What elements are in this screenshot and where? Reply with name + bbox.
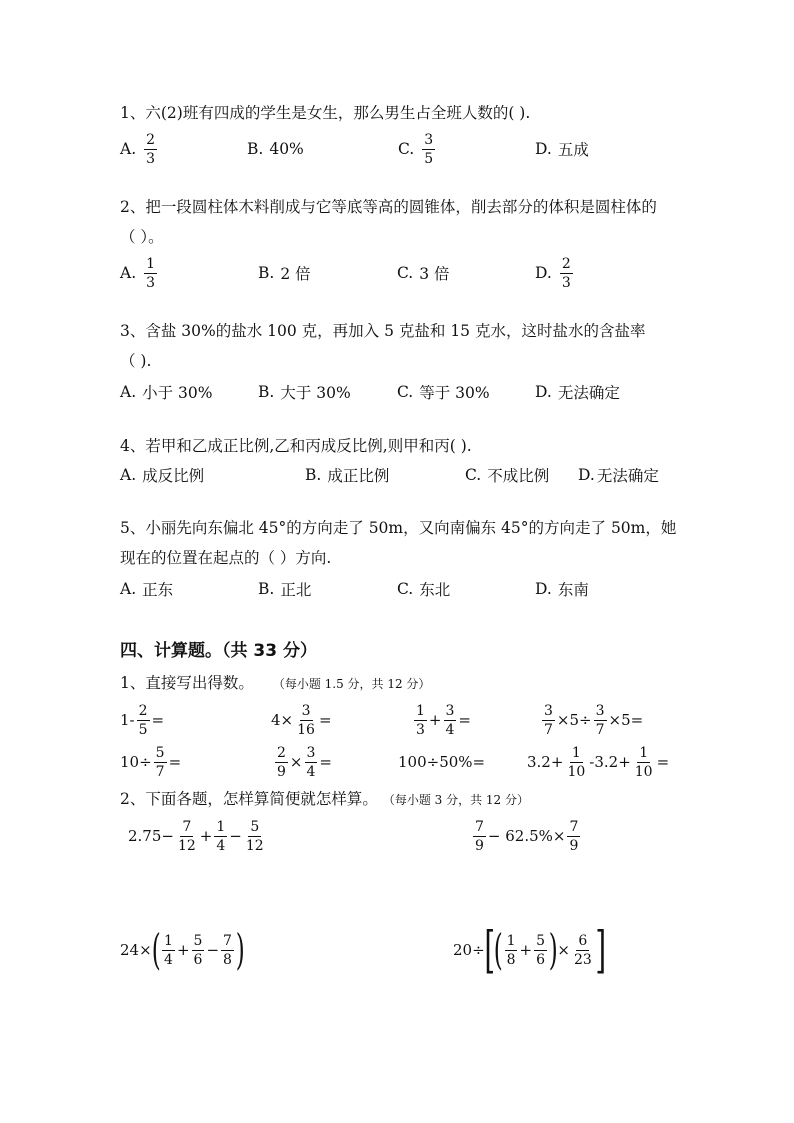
question-5-text: 5、小丽先向东偏北 45°的方向走了 50m，又向南偏东 45°的方向走了 50m，她 <box>120 519 677 537</box>
option-text: 正北 <box>280 581 312 599</box>
option-letter: A. <box>120 264 137 282</box>
denominator: 23 <box>573 951 592 968</box>
option-letter: D. <box>535 383 552 401</box>
option-text: 大于 30% <box>280 384 351 402</box>
fraction <box>572 933 594 968</box>
option-letter: C. <box>397 580 414 598</box>
denominator: 9 <box>569 837 579 854</box>
q3-option-c[interactable] <box>397 370 490 414</box>
equals-sign: = <box>318 711 332 729</box>
option-letter: D. <box>535 264 552 282</box>
denominator: 5 <box>424 150 434 167</box>
numerator: 2 <box>561 255 571 272</box>
left-paren: ( <box>151 925 161 974</box>
numerator: 1 <box>639 744 649 761</box>
q4-option-d[interactable] <box>578 453 659 497</box>
simplify-expr-1 <box>128 811 268 861</box>
q1-option-d[interactable] <box>535 127 589 171</box>
q4-option-c[interactable] <box>465 453 549 497</box>
calc-q1-text: 1、直接写出得数。 <box>120 674 254 692</box>
option-letter: D. <box>578 466 595 484</box>
plus-sign: + <box>176 941 190 959</box>
simplify-expr-4 <box>453 920 605 980</box>
q3-option-d[interactable] <box>535 370 620 414</box>
expr-text: 24× <box>120 941 152 959</box>
fraction <box>560 256 573 291</box>
fraction <box>633 745 655 780</box>
expr-text: 4× <box>271 711 294 729</box>
fraction <box>144 256 157 291</box>
expr-text: 3.2+ <box>527 753 564 771</box>
calc-q1-label <box>120 673 430 694</box>
q2-option-b[interactable] <box>258 251 311 295</box>
denominator: 3 <box>146 274 156 291</box>
denominator: 7 <box>544 721 553 738</box>
numerator: 1 <box>216 818 226 835</box>
fraction <box>176 819 198 854</box>
fraction <box>473 819 486 854</box>
expr-text: -3.2+ <box>589 753 631 771</box>
numerator: 7 <box>569 818 579 835</box>
denominator: 8 <box>223 951 232 968</box>
q3-option-b[interactable] <box>258 370 351 414</box>
denominator: 6 <box>193 951 203 968</box>
q2-option-a[interactable] <box>120 251 159 295</box>
numerator: 1 <box>146 255 156 272</box>
denominator: 10 <box>567 763 586 780</box>
q5-option-a[interactable] <box>120 567 173 611</box>
calc-expr-8 <box>527 737 669 787</box>
option-text: 成正比例 <box>327 467 390 485</box>
denominator: 4 <box>445 721 455 738</box>
option-text: 正东 <box>142 581 174 599</box>
option-letter: C. <box>398 140 415 158</box>
numerator: 2 <box>146 131 156 148</box>
left-bracket: [ <box>484 921 495 979</box>
option-letter: C. <box>397 264 414 282</box>
question-5-text-cont: 现在的位置在起点的（ ）方向. <box>120 549 332 567</box>
expr-text: 100÷50%= <box>398 753 486 771</box>
denominator: 5 <box>138 721 148 738</box>
q5-option-c[interactable] <box>397 567 450 611</box>
option-text: 等于 30% <box>419 384 490 402</box>
expr-text: 20÷ <box>453 941 485 959</box>
numerator: 7 <box>475 818 484 835</box>
left-paren: ( <box>493 925 503 974</box>
denominator: 12 <box>245 837 264 854</box>
expr-text: ×5= <box>608 711 644 729</box>
numerator: 5 <box>250 818 260 835</box>
plus-sign: + <box>428 711 442 729</box>
q2-option-c[interactable] <box>397 251 450 295</box>
numerator: 3 <box>595 702 605 719</box>
numerator: 5 <box>193 932 203 949</box>
option-letter: D. <box>535 140 552 158</box>
calc-q1-note: （每小题 1.5 分，共 12 分） <box>272 677 431 691</box>
numerator: 1 <box>506 932 516 949</box>
fraction <box>221 933 234 968</box>
numerator: 3 <box>424 131 434 148</box>
question-2-text-cont: （ ）。 <box>120 228 164 246</box>
option-text: 40% <box>269 140 304 158</box>
expr-text: − 62.5%× <box>487 827 566 845</box>
denominator: 3 <box>146 150 156 167</box>
denominator: 7 <box>595 721 605 738</box>
option-text: 成反比例 <box>142 467 205 485</box>
numerator: 3 <box>306 744 316 761</box>
option-text: 小于 30% <box>142 384 213 402</box>
denominator: 3 <box>561 274 571 291</box>
fraction <box>305 745 318 780</box>
fraction <box>137 703 150 738</box>
expr-text: 10÷ <box>120 753 152 771</box>
option-letter: B. <box>247 140 264 158</box>
expr-text: 2.75− <box>128 827 174 845</box>
numerator: 3 <box>544 702 553 719</box>
numerator: 5 <box>536 932 545 949</box>
option-text: 无法确定 <box>596 467 659 485</box>
equals-sign: = <box>319 753 332 771</box>
question-3-text: 3、含盐 30%的盐水 100 克，再加入 5 克盐和 15 克水，这时盐水的含盐率 <box>120 322 646 340</box>
q1-option-b[interactable] <box>247 127 304 171</box>
option-text: 无法确定 <box>557 384 620 402</box>
numerator: 1 <box>571 744 581 761</box>
option-letter: A. <box>120 466 137 484</box>
calc-expr-5 <box>120 737 181 787</box>
fraction <box>565 745 587 780</box>
calc-q2-label <box>120 789 529 810</box>
calc-q2-note: （每小题 3 分，共 12 分） <box>382 793 529 807</box>
numerator: 7 <box>182 818 192 835</box>
question-3-text-cont: （ ). <box>120 352 152 370</box>
option-letter: D. <box>535 580 552 598</box>
fraction <box>422 132 435 167</box>
denominator: 3 <box>416 721 425 738</box>
denominator: 16 <box>297 721 315 738</box>
denominator: 4 <box>306 763 316 780</box>
option-text: 3 倍 <box>419 265 450 283</box>
question-4-text: 4、若甲和乙成正比例,乙和丙成反比例,则甲和丙( ). <box>120 437 472 455</box>
option-text: 2 倍 <box>280 265 311 283</box>
minus-sign: − <box>229 827 242 845</box>
numerator: 1 <box>416 702 425 719</box>
q5-option-d[interactable] <box>535 567 589 611</box>
right-bracket: ] <box>595 921 606 979</box>
q4-option-b[interactable] <box>305 453 389 497</box>
fraction <box>444 703 457 738</box>
denominator: 4 <box>164 951 173 968</box>
fraction <box>414 703 427 738</box>
numerator: 3 <box>301 702 311 719</box>
numerator: 1 <box>164 932 173 949</box>
numerator: 2 <box>138 702 148 719</box>
fraction <box>295 703 317 738</box>
option-letter: B. <box>258 264 275 282</box>
fraction <box>534 933 547 968</box>
option-text: 五成 <box>557 141 589 159</box>
option-text: 东北 <box>419 581 451 599</box>
numerator: 5 <box>155 744 165 761</box>
numerator: 2 <box>277 744 286 761</box>
numerator: 6 <box>578 932 588 949</box>
option-letter: B. <box>305 466 322 484</box>
fraction <box>192 933 205 968</box>
question-2-text: 2、把一段圆柱体木料削成与它等底等高的圆锥体，削去部分的体积是圆柱体的 <box>120 198 657 216</box>
numerator: 3 <box>445 702 455 719</box>
right-paren: ) <box>548 925 558 974</box>
fraction <box>275 745 288 780</box>
times-sign: × <box>289 753 303 771</box>
denominator: 12 <box>177 837 196 854</box>
option-letter: B. <box>258 383 275 401</box>
equals-sign: = <box>656 753 670 771</box>
times-sign: × <box>557 941 570 959</box>
denominator: 9 <box>475 837 484 854</box>
fraction <box>214 819 227 854</box>
fraction <box>567 819 580 854</box>
fraction <box>154 745 167 780</box>
calc-q2-text: 2、下面各题，怎样算简便就怎样算。 <box>120 790 378 808</box>
denominator: 8 <box>506 951 516 968</box>
numerator: 7 <box>223 932 232 949</box>
denominator: 4 <box>216 837 226 854</box>
option-letter: A. <box>120 580 137 598</box>
expr-text: 1- <box>120 711 135 729</box>
calc-expr-6 <box>273 737 332 787</box>
equals-sign: = <box>168 753 182 771</box>
fraction <box>244 819 266 854</box>
denominator: 10 <box>634 763 653 780</box>
option-text: 不成比例 <box>487 467 550 485</box>
option-letter: C. <box>465 466 482 484</box>
fraction <box>505 933 518 968</box>
plus-sign: + <box>199 827 213 845</box>
option-text: 东南 <box>557 581 589 599</box>
expr-text: ×5÷ <box>556 711 592 729</box>
equals-sign: = <box>458 711 471 729</box>
plus-sign: + <box>519 941 533 959</box>
section-title: 四、计算题。（共 33 分） <box>120 641 317 661</box>
q2-option-d[interactable] <box>535 251 575 295</box>
simplify-expr-3 <box>120 922 244 978</box>
q1-option-c[interactable] <box>398 127 437 171</box>
option-letter: C. <box>397 383 414 401</box>
q3-option-a[interactable] <box>120 370 213 414</box>
fraction <box>144 132 157 167</box>
calc-expr-7 <box>398 737 485 787</box>
right-paren: ) <box>235 925 245 974</box>
fraction <box>162 933 175 968</box>
question-1-text: 1、六(2)班有四成的学生是女生，那么男生占全班人数的( ). <box>120 104 531 122</box>
fraction <box>542 703 555 738</box>
q4-option-a[interactable] <box>120 453 204 497</box>
q5-option-b[interactable] <box>258 567 311 611</box>
denominator: 6 <box>536 951 545 968</box>
option-letter: B. <box>258 580 275 598</box>
q1-option-a[interactable] <box>120 127 159 171</box>
minus-sign: − <box>206 941 220 959</box>
denominator: 9 <box>277 763 286 780</box>
equals-sign: = <box>151 711 165 729</box>
fraction <box>594 703 607 738</box>
denominator: 7 <box>155 763 165 780</box>
simplify-expr-2 <box>471 811 582 861</box>
option-letter: A. <box>120 383 137 401</box>
option-letter: A. <box>120 140 137 158</box>
